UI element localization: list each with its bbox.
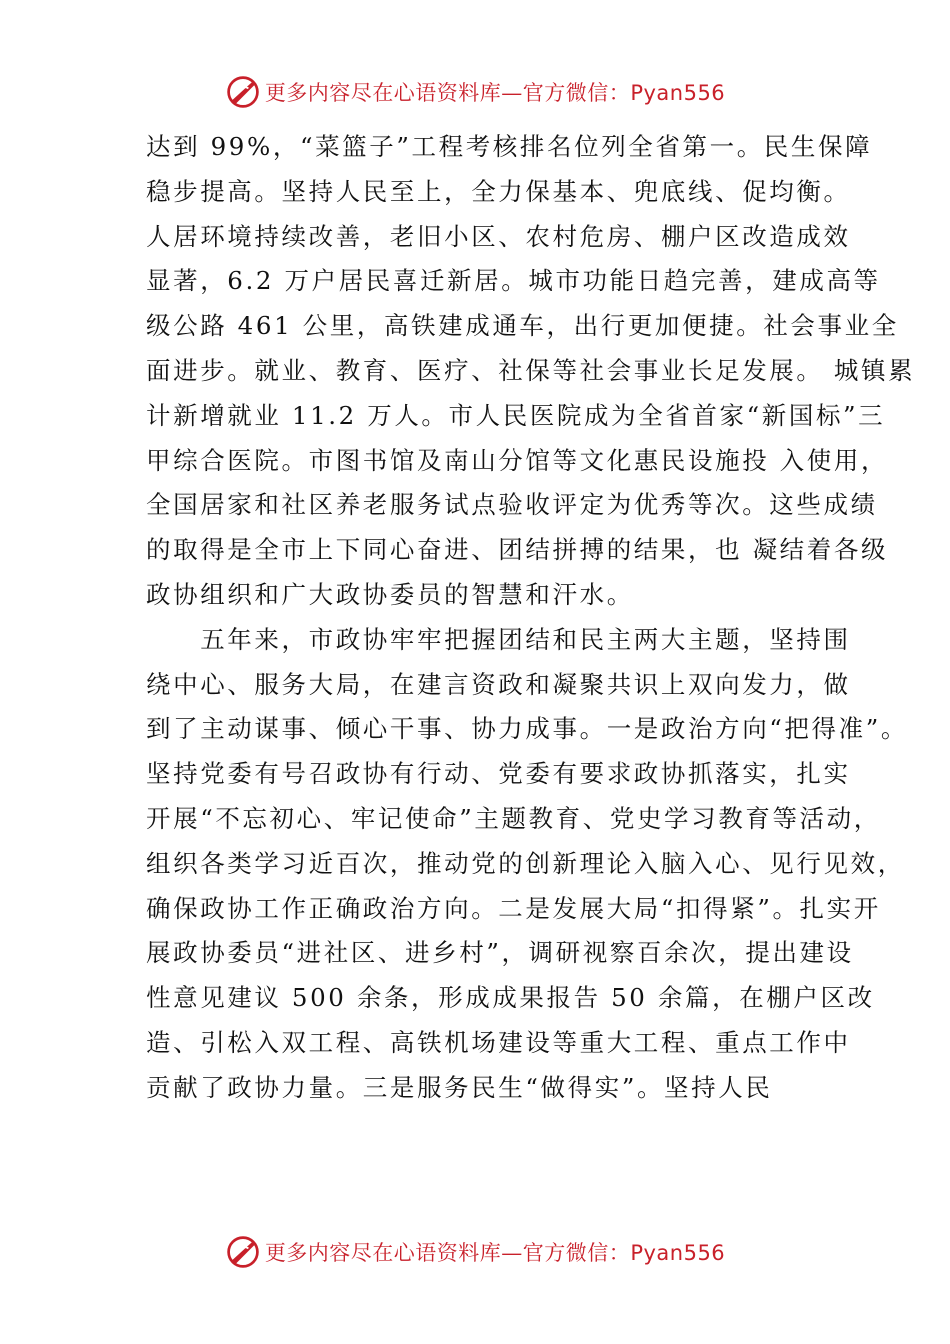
text-line: 达到 99%，“菜篮子”工程考核排名位列全省第一。民生保障 [146,132,873,161]
text-line: 的取得是全市上下同心奋进、团结拼搏的结果，也 凝结着各级 [146,535,889,565]
paragraph-1 [146,125,916,618]
text-line: 展政协委员“进社区、进乡村”，调研视察百余次，提出建设 [146,938,854,968]
text-line: 五年来，市政协牢牢把握团结和民主两大主题，坚持围 [146,624,851,654]
pen-circle-logo-icon [225,1234,261,1270]
text-line: 绕中心、服务大局，在建言资政和凝聚共识上双向发力，做 [146,669,851,699]
text-line: 确保政协工作正确政治方向。二是发展大局“扣得紧”。扎实开 [146,893,881,923]
text-line: 稳步提高。坚持人民至上，全力保基本、兜底线、促均衡。 [146,176,851,206]
text-line: 造、引松入双工程、高铁机场建设等重大工程、重点工作中 [146,1027,851,1057]
text-line: 人居环境持续改善，老旧小区、农村危房、棚户区改造成效 [146,221,851,251]
text-line: 显著，6.2 万户居民喜迁新居。城市功能日趋完善，建成高等 [146,266,881,296]
header-watermark [0,70,950,114]
text-line: 性意见建议 500 余条，形成成果报告 50 余篇，在棚户区改 [146,983,875,1013]
paragraph-2 [146,618,908,1111]
footer-watermark [0,1230,950,1274]
watermark-text: 更多内容尽在心语资料库—官方微信：Pyan556 [264,1241,726,1265]
text-line: 面进步。就业、教育、医疗、社保等社会事业长足发展。 城镇累 [146,355,916,385]
watermark-text: 更多内容尽在心语资料库—官方微信：Pyan556 [264,81,726,105]
text-line: 级公路 461 公里，高铁建成通车，出行更加便捷。社会事业全 [146,311,899,341]
text-line: 政协组织和广大政协委员的智慧和汗水。 [146,579,634,609]
text-line: 贡献了政协力量。三是服务民生“做得实”。坚持人民 [146,1072,773,1102]
document-body [146,125,916,1111]
text-line: 坚持党委有号召政协有行动、党委有要求政协抓落实，扎实 [146,759,851,789]
text-line: 开展“不忘初心、牢记使命”主题教育、党史学习教育等活动， [146,803,881,833]
text-line: 甲综合医院。市图书馆及南山分馆等文化惠民设施投 入使用， [146,445,889,475]
text-line: 到了主动谋事、倾心干事、协力成事。一是政治方向“把得准”。 [146,714,908,744]
text-line: 计新增就业 11.2 万人。市人民医院成为全省首家“新国标”三 [146,400,886,430]
text-line: 全国居家和社区养老服务试点验收评定为优秀等次。这些成绩 [146,490,878,520]
pen-circle-logo-icon [225,74,261,110]
text-line: 组织各类学习近百次，推动党的创新理论入脑入心、见行见效， [146,848,905,878]
